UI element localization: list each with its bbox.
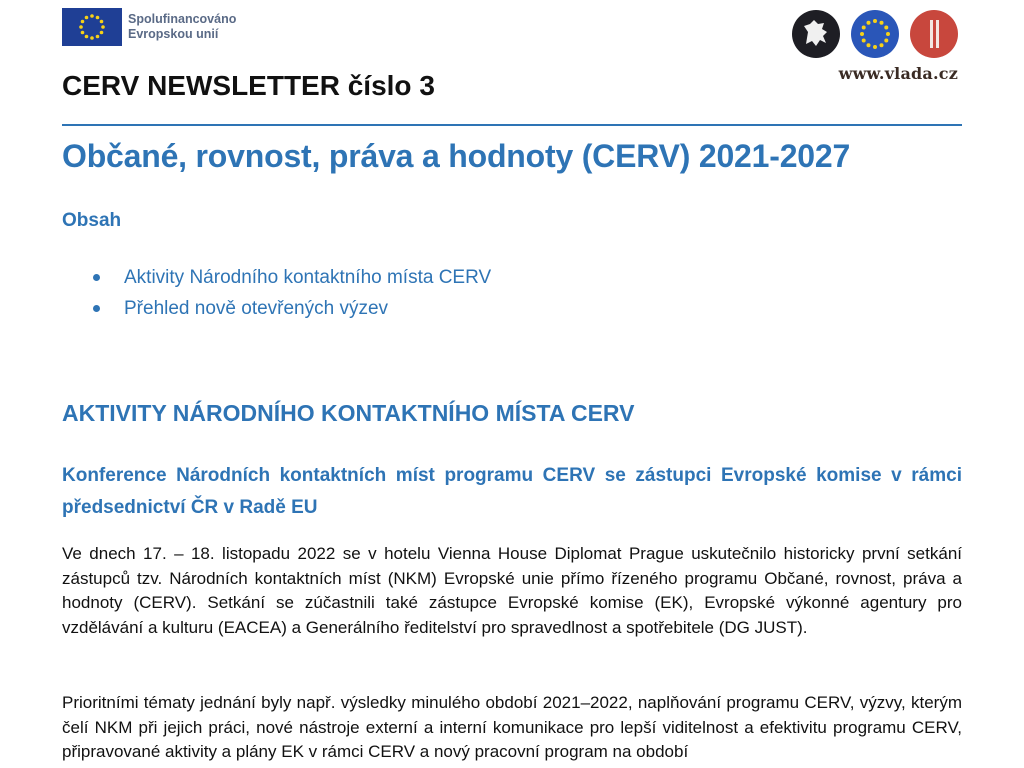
eu-stars <box>62 8 122 46</box>
toc-title: Obsah <box>62 210 122 231</box>
eu-cofunding-logo <box>62 8 236 46</box>
body-paragraph: Prioritními tématy jednání byly např. výsledky minulého období 2021–2022, naplňování programu CERV, výzvy, kterým čelí NKM při jejich práci, nové nástroje externí a interní komunikace pro lepší viditelnost a efektivitu programu CERV, připravované aktivity a plány EK v rámci CERV a nový pracovní program na období <box>62 693 962 761</box>
eu-cofunding-text: Spolufinancováno Evropskou unií <box>128 12 237 41</box>
bullet-icon <box>93 274 100 281</box>
eu-stars-circle-icon <box>851 10 899 58</box>
main-heading: Občané, rovnost, práva a hodnoty (CERV) 2021-2027 <box>62 138 851 174</box>
toc-item-activities[interactable] <box>62 262 491 293</box>
government-logo[interactable] <box>792 10 958 83</box>
toc-item-calls[interactable] <box>62 293 491 324</box>
eu-flag-icon <box>62 8 122 46</box>
title-divider <box>62 124 962 126</box>
table-of-contents <box>62 262 491 324</box>
newsletter-title: CERV NEWSLETTER číslo 3 <box>62 70 435 101</box>
body-paragraph: Ve dnech 17. – 18. listopadu 2022 se v hotelu Vienna House Diplomat Prague uskutečnilo historicky první setkání zástupců tzv. Národních kontaktních míst (NKM) Evropské unie přímo řízeného programu Občané, rovnost, práva a hodnoty (CERV). Setkání se zúčastnili také zástupce Evropské komise (EK), Evropské výkonné agentury pro vzdělávání a kulturu (EACEA) a Generálního ředitelství pro spravedlnost a spotřebitele (DG JUST). <box>62 544 962 637</box>
toc-item-label[interactable]: Aktivity Národního kontaktního místa CERV <box>124 266 492 288</box>
bullet-icon <box>93 305 100 312</box>
czech-lion-icon <box>792 10 840 58</box>
section-heading: AKTIVITY NÁRODNÍHO KONTAKTNÍHO MÍSTA CERV <box>62 400 635 426</box>
czech-flag-circle-icon <box>910 10 958 58</box>
subsection-heading: Konference Národních kontaktních míst programu CERV se zástupci Evropské komise v rámci předsednictví ČR v Radě EU <box>62 465 962 518</box>
toc-item-label[interactable]: Přehled nově otevřených výzev <box>124 297 389 319</box>
government-website-link[interactable]: www.vlada.cz <box>838 64 958 83</box>
